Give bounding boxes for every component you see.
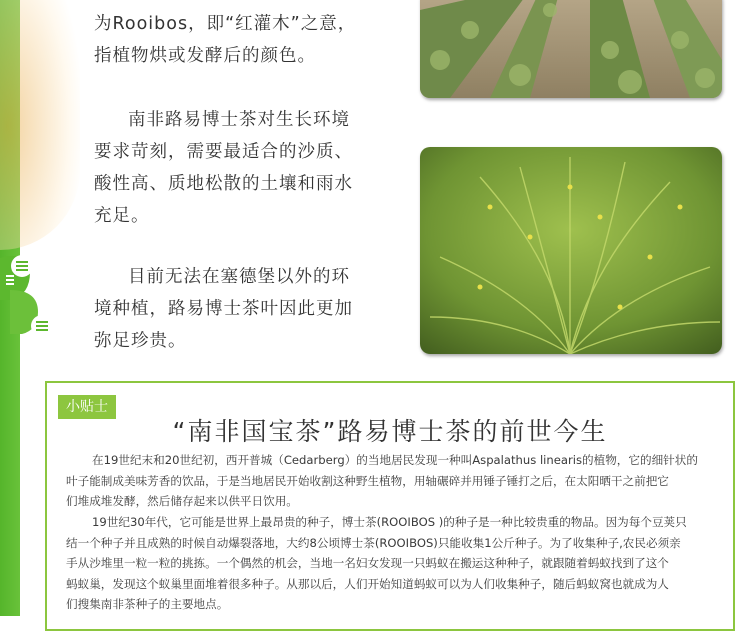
text-line: 充足。 [94,206,150,226]
text-line: 目前无法在塞德堡以外的环 [128,267,350,287]
tip-text-line: 蚂蚁巢，发现这个蚁巢里面堆着很多种子。从那以后，人们开始知道蚂蚁可以为人们收集种子，随后蚂蚁窝也就成为人 [66,576,669,591]
rooibos-field-photo [420,0,722,98]
tip-text-line: 19世纪30年代，它可能是世界上最昂贵的种子，博士茶(ROOIBOS )的种子是一种比较贵重的物品。因为每个豆荚只 [92,515,687,529]
rooibos-bush-photo [420,147,722,354]
decorative-background-shape [0,0,80,250]
tip-paragraph-history [66,450,716,512]
tip-paragraph-seeds [66,512,716,615]
tip-text-line: 手从沙堆里一粒一粒的挑拣。一个偶然的机会，当地一名妇女发现一只蚂蚁在搬运这种种子，就跟随着蚂蚁找到了这个 [66,556,669,571]
tip-text-line: 在19世纪末和20世纪初，西开普城（Cedarberg）的当地居民发现一种叫Aspalathus linearis的植物，它的细针状的 [92,453,698,467]
text-line: 境种植，路易博士茶叶因此更加 [94,299,353,319]
text-line: 为Rooibos，即“红灌木”之意， [94,14,357,34]
paragraph-growing-conditions [94,104,364,232]
tip-title: “南非国宝茶”路易博士茶的前世今生 [172,417,608,446]
text-line: 南非路易博士茶对生长环境 [128,110,350,130]
tip-text-line: 们搜集南非茶种子的主要地点。 [66,597,229,612]
tip-tag: 小贴士 [58,395,116,419]
text-line: 弥足珍贵。 [94,331,187,351]
tip-text-line: 叶子能制成美味芳香的饮品，于是当地居民开始收割这种野生植物，用轴碾碎并用锤子锤打之后，在太阳晒干之前把它 [66,473,669,488]
text-line: 指植物烘或发酵后的颜色。 [94,46,316,66]
paragraph-rarity [94,261,364,357]
text-line: 要求苛刻，需要最适合的沙质、 [94,142,353,162]
tip-text-line: 们堆成堆发酵，然后储存起来以供平日饮用。 [66,494,298,509]
tip-text-line: 结一个种子并且成熟的时候自动爆裂落地，大约8公顷博士茶(ROOIBOS)只能收集1公斤种子。为了收集种子,农民必须亲 [66,535,681,550]
paragraph-rooibos-name [94,8,364,72]
brand-logo-mark [0,250,56,338]
text-line: 酸性高、质地松散的土壤和雨水 [94,174,353,194]
